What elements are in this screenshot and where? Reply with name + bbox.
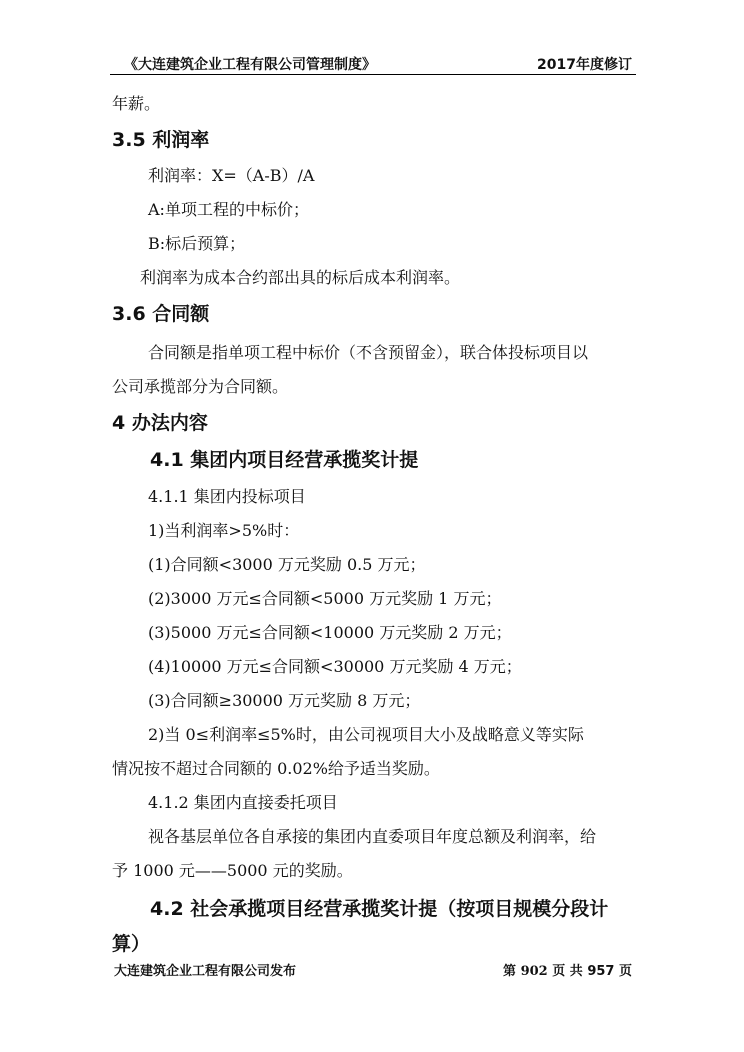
text-line: (2)3000 万元≤合同额<5000 万元奖励 1 万元； — [148, 589, 502, 608]
header-title: 《大连建筑企业工程有限公司管理制度》 — [124, 57, 376, 73]
page-suffix: 页 — [618, 964, 632, 979]
text-line: (3)5000 万元≤合同额<10000 万元奖励 2 万元； — [148, 623, 512, 642]
text-line: 年薪。 — [112, 94, 161, 113]
heading-4-2: 4.2 社会承揽项目经营承揽奖计提（按项目规模分段计 — [150, 898, 609, 920]
text-line: B:标后预算； — [148, 234, 246, 253]
page-current: 902 — [520, 964, 548, 979]
heading-4: 4 办法内容 — [112, 412, 208, 434]
text-line: 利润率为成本合约部出具的标后成本利润率。 — [140, 268, 461, 287]
page-counter — [503, 960, 632, 979]
text-line: 2)当 0≤利润率≤5%时，由公司视项目大小及战略意义等实际 — [148, 725, 584, 744]
text-line: 4.1.1 集团内投标项目 — [148, 487, 306, 506]
text-line: 4.1.2 集团内直接委托项目 — [148, 793, 338, 812]
page-footer — [110, 960, 636, 980]
text-line: (4)10000 万元≤合同额<30000 万元奖励 4 万元； — [148, 657, 522, 676]
page-prefix: 第 — [503, 964, 517, 979]
text-line: (3)合同额≥30000 万元奖励 8 万元； — [148, 691, 421, 710]
heading-3-5: 3.5 利润率 — [112, 129, 210, 151]
page-header — [110, 50, 636, 75]
text-line: 情况按不超过合同额的 0.02%给予适当奖励。 — [112, 759, 440, 778]
text-line: (1)合同额<3000 万元奖励 0.5 万元； — [148, 555, 426, 574]
text-line: 利润率：X=（A-B）/A — [148, 166, 315, 185]
text-line: 予 1000 元——5000 元的奖励。 — [112, 861, 353, 880]
text-line: 视各基层单位各自承接的集团内直委项目年度总额及利润率，给 — [148, 827, 597, 846]
header-revision: 2017年度修订 — [537, 57, 632, 73]
page-mid: 页 共 — [552, 964, 583, 979]
text-line: A:单项工程的中标价； — [148, 200, 309, 219]
heading-4-2-cont: 算） — [112, 933, 151, 955]
text-line: 合同额是指单项工程中标价（不含预留金），联合体投标项目以 — [148, 343, 589, 362]
text-line: 1)当利润率>5%时： — [148, 521, 300, 540]
text-line: 公司承揽部分为合同额。 — [112, 377, 289, 396]
page-total: 957 — [587, 964, 615, 979]
footer-publisher: 大连建筑企业工程有限公司发布 — [114, 964, 297, 979]
heading-4-1: 4.1 集团内项目经营承揽奖计提 — [150, 449, 419, 471]
heading-3-6: 3.6 合同额 — [112, 303, 210, 325]
